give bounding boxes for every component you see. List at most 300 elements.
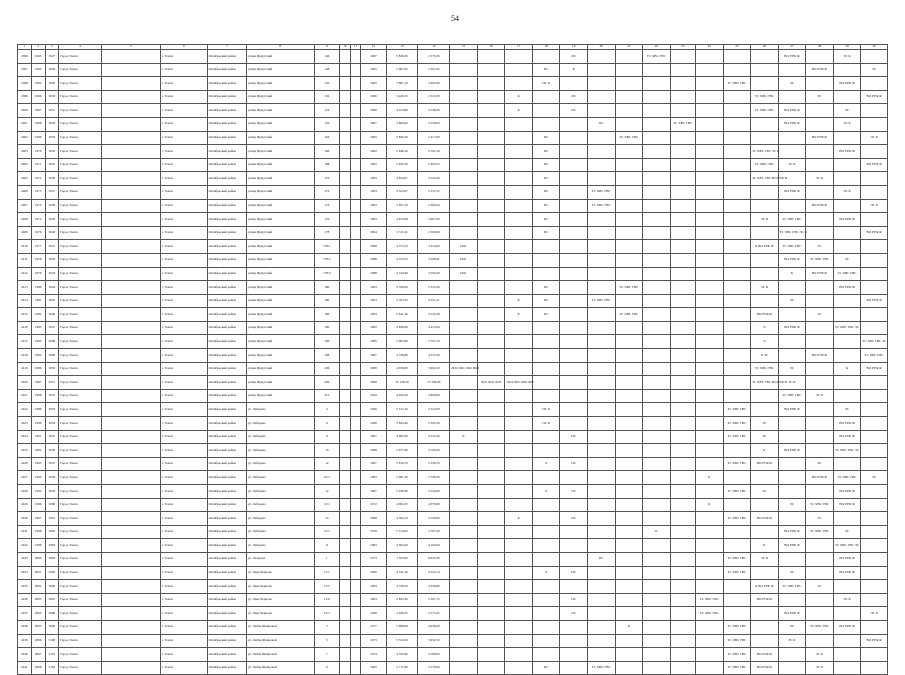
table-cell <box>340 471 351 485</box>
table-cell: 156 <box>314 117 339 131</box>
table-cell <box>450 471 478 485</box>
table-cell <box>751 63 779 77</box>
table-cell <box>806 539 834 553</box>
table-cell <box>806 281 834 295</box>
table-cell <box>751 131 779 145</box>
table-cell <box>861 253 888 267</box>
table-cell <box>350 580 361 594</box>
table-cell: 5067 <box>45 593 59 607</box>
table-cell: 2004 <box>31 607 45 621</box>
table-cell: г. Томск <box>161 199 208 213</box>
table-cell <box>723 50 751 64</box>
table-cell: Город Томск <box>59 267 101 281</box>
table-cell: ТС ХВС ГВС <box>587 294 615 308</box>
table-cell <box>350 403 361 417</box>
table-cell <box>670 430 695 444</box>
table-cell <box>505 335 533 349</box>
table-cell <box>696 403 724 417</box>
table-cell: Л <box>532 566 560 580</box>
table-cell <box>340 512 351 526</box>
table-cell <box>778 485 806 499</box>
table-cell <box>560 335 588 349</box>
table-cell <box>505 525 533 539</box>
table-cell: Октябрьский район <box>207 376 246 390</box>
table-cell <box>615 321 643 335</box>
table-cell <box>101 321 160 335</box>
table-cell: 2432 <box>18 539 32 553</box>
table-cell <box>477 566 505 580</box>
table-cell <box>696 131 724 145</box>
table-cell: ВО РУФ Ф <box>861 158 888 172</box>
table-cell: 2 708,30 <box>418 471 450 485</box>
table-row <box>18 104 888 118</box>
table-cell <box>861 512 888 526</box>
table-cell <box>340 308 351 322</box>
table-cell: 2417 <box>18 335 32 349</box>
table-cell: ПС К <box>532 77 560 91</box>
table-cell: ул. Лебедева <box>246 457 314 471</box>
table-cell <box>340 498 351 512</box>
table-cell: г. Томск <box>161 90 208 104</box>
table-cell <box>670 185 695 199</box>
table-cell <box>587 525 615 539</box>
table-cell <box>806 294 834 308</box>
table-cell <box>340 226 351 240</box>
table-cell: 1999 <box>31 539 45 553</box>
table-cell <box>101 607 160 621</box>
table-cell: 3 509,20 <box>418 267 450 281</box>
table-cell <box>340 634 351 648</box>
table-cell <box>560 362 588 376</box>
table-cell: 1974 <box>361 648 386 662</box>
table-cell: улица Иркутский <box>246 226 314 240</box>
table-cell: К <box>505 512 533 526</box>
table-cell <box>350 90 361 104</box>
table-cell: 1988 <box>361 444 386 458</box>
table-cell <box>696 172 724 186</box>
table-cell: г. Томск <box>161 593 208 607</box>
table-cell: ЭС К <box>861 131 888 145</box>
table-cell <box>723 335 751 349</box>
table-cell: 1983 <box>361 471 386 485</box>
table-cell: ТС ХВС ГВС <box>643 50 671 64</box>
column-header: 3 <box>45 45 59 50</box>
table-cell <box>806 321 834 335</box>
table-cell <box>615 90 643 104</box>
table-cell <box>477 77 505 91</box>
table-cell <box>670 294 695 308</box>
table-cell: 4 339,80 <box>418 580 450 594</box>
table-cell: ЛО1 ПО1 ЛО2 ПО2 <box>450 362 478 376</box>
table-cell: Город Томск <box>59 172 101 186</box>
table-cell: 5056 <box>45 444 59 458</box>
table-cell: г. Томск <box>161 471 208 485</box>
table-cell: ТС ХВС ГВС ЭС <box>833 321 861 335</box>
table-cell <box>350 389 361 403</box>
table-cell <box>450 335 478 349</box>
table-cell <box>861 77 888 91</box>
table-cell <box>806 376 834 390</box>
table-cell <box>696 580 724 594</box>
table-cell: 4 900,30 <box>386 430 418 444</box>
table-cell: 2008 <box>31 661 45 675</box>
table-cell: 5046 <box>45 308 59 322</box>
table-cell: 1990 <box>31 417 45 431</box>
table-cell <box>505 593 533 607</box>
table-cell: Октябрьский район <box>207 661 246 675</box>
table-cell: ТС ХВС ГВС <box>696 607 724 621</box>
table-cell <box>505 199 533 213</box>
table-cell <box>696 430 724 444</box>
table-cell: ПС <box>532 185 560 199</box>
column-header: 25 <box>723 45 751 50</box>
table-cell: ЭС К <box>833 593 861 607</box>
table-cell: Город Томск <box>59 349 101 363</box>
column-header: 15 <box>450 45 478 50</box>
table-cell: 206 <box>314 376 339 390</box>
table-cell <box>532 525 560 539</box>
table-cell <box>615 552 643 566</box>
table-cell <box>696 661 724 675</box>
table-cell: 1963 <box>361 199 386 213</box>
table-cell <box>587 321 615 335</box>
table-cell: 1962 <box>361 145 386 159</box>
table-cell <box>587 471 615 485</box>
table-cell: Октябрьский район <box>207 267 246 281</box>
table-cell <box>560 213 588 227</box>
table-cell <box>670 593 695 607</box>
table-cell: 2434 <box>18 566 32 580</box>
table-cell: г. Томск <box>161 321 208 335</box>
table-cell <box>587 498 615 512</box>
table-cell: 2000 <box>31 552 45 566</box>
table-cell <box>643 498 671 512</box>
table-cell <box>532 349 560 363</box>
table-cell: 1988 <box>361 253 386 267</box>
table-cell: Город Томск <box>59 50 101 64</box>
table-cell <box>861 661 888 675</box>
table-cell: ТС ХВС ГВС <box>696 593 724 607</box>
table-cell <box>101 131 160 145</box>
table-cell <box>340 362 351 376</box>
table-row <box>18 267 888 281</box>
table-cell <box>751 389 779 403</box>
table-cell: 7 <box>314 648 339 662</box>
table-cell <box>532 634 560 648</box>
table-cell: г. Томск <box>161 566 208 580</box>
table-cell: 1988 <box>361 240 386 254</box>
table-cell: 1964 <box>361 226 386 240</box>
table-cell: К <box>833 362 861 376</box>
table-cell: Октябрьский район <box>207 50 246 64</box>
table-cell <box>532 253 560 267</box>
table-cell: 2 965,90 <box>386 335 418 349</box>
table-cell <box>532 321 560 335</box>
table-cell: ВО РУФ Ф <box>778 403 806 417</box>
table-cell: 4 415,00 <box>418 321 450 335</box>
table-cell: 1978 <box>361 525 386 539</box>
table-cell: ЭС <box>861 471 888 485</box>
table-cell <box>587 349 615 363</box>
table-row <box>18 498 888 512</box>
table-cell: 5054 <box>45 417 59 431</box>
table-cell <box>615 498 643 512</box>
table-cell: ТС ХВС ГВС <box>723 77 751 91</box>
table-cell: 1969 <box>31 131 45 145</box>
table-cell: 3 310,60 <box>418 240 450 254</box>
table-cell: 5032 <box>45 117 59 131</box>
table-cell: К <box>505 104 533 118</box>
table-cell <box>778 131 806 145</box>
table-cell <box>615 172 643 186</box>
table-cell: Октябрьский район <box>207 444 246 458</box>
table-cell <box>833 90 861 104</box>
table-cell: ТС ХВС ГВС ЭС <box>833 539 861 553</box>
table-cell: 4 815,08 <box>386 213 418 227</box>
table-cell <box>723 90 751 104</box>
table-cell <box>723 172 751 186</box>
table-cell: ЭС К <box>778 158 806 172</box>
table-cell <box>532 389 560 403</box>
table-cell: К <box>505 90 533 104</box>
table-cell: ПС <box>560 512 588 526</box>
table-cell: г. Томск <box>161 213 208 227</box>
table-cell <box>696 50 724 64</box>
table-cell <box>643 172 671 186</box>
table-cell: 1986 <box>31 362 45 376</box>
table-cell <box>670 607 695 621</box>
table-cell: ул. Лебедева <box>246 525 314 539</box>
table-cell: 5045 <box>45 294 59 308</box>
table-cell: 5 908,08 <box>386 620 418 634</box>
table-cell: 2405 <box>18 172 32 186</box>
table-cell: 5069 <box>45 620 59 634</box>
table-cell <box>350 321 361 335</box>
table-cell: ТС ХВС ГВС <box>723 648 751 662</box>
table-cell <box>696 158 724 172</box>
column-header: 14 <box>418 45 450 50</box>
table-cell: ВО РУФ Ф <box>833 417 861 431</box>
table-cell <box>723 185 751 199</box>
table-cell: 166 <box>314 145 339 159</box>
table-cell <box>806 444 834 458</box>
table-cell: 178 <box>314 226 339 240</box>
table-cell: г. Томск <box>161 281 208 295</box>
table-cell <box>340 104 351 118</box>
table-cell <box>751 77 779 91</box>
table-cell: ПС <box>532 145 560 159</box>
table-cell <box>101 471 160 485</box>
table-cell: Октябрьский район <box>207 593 246 607</box>
table-cell: 2003 <box>31 593 45 607</box>
table-cell: г. Томск <box>161 172 208 186</box>
table-row <box>18 525 888 539</box>
table-cell: ЭС К <box>806 661 834 675</box>
table-cell <box>101 77 160 91</box>
table-cell: 7 867,10 <box>386 77 418 91</box>
table-row <box>18 389 888 403</box>
table-cell: 2 567,15 <box>418 593 450 607</box>
table-cell <box>350 117 361 131</box>
table-cell <box>101 457 160 471</box>
table-cell <box>696 620 724 634</box>
table-cell: ВО РУФ Ф <box>861 90 888 104</box>
table-cell <box>833 63 861 77</box>
table-cell: ТС ХВС ГВС <box>723 620 751 634</box>
table-cell <box>833 131 861 145</box>
table-cell: 4 364,10 <box>386 512 418 526</box>
table-cell: 5102 <box>45 661 59 675</box>
table-cell: 5062 <box>45 525 59 539</box>
table-cell <box>477 185 505 199</box>
table-cell: 1970 <box>31 145 45 159</box>
table-cell: ВО РУФ Ф <box>861 634 888 648</box>
table-cell: 2431 <box>18 525 32 539</box>
table-cell <box>340 90 351 104</box>
table-cell: 5038 <box>45 199 59 213</box>
table-cell <box>587 539 615 553</box>
table-row <box>18 226 888 240</box>
table-cell: Город Томск <box>59 308 101 322</box>
table-cell: улица Иркутский <box>246 158 314 172</box>
table-cell: ВО РУФ Ф <box>778 539 806 553</box>
table-cell <box>723 267 751 281</box>
table-cell <box>532 539 560 553</box>
table-row <box>18 607 888 621</box>
table-cell <box>861 485 888 499</box>
table-cell <box>833 308 861 322</box>
table-cell: 4 656,20 <box>386 389 418 403</box>
table-cell: 2 525,20 <box>418 281 450 295</box>
table-cell: ЭС <box>806 457 834 471</box>
table-cell <box>615 417 643 431</box>
table-cell <box>340 63 351 77</box>
table-cell: 1984 <box>361 580 386 594</box>
table-cell: 11/3 <box>314 580 339 594</box>
table-cell <box>670 620 695 634</box>
table-cell: 2438 <box>18 620 32 634</box>
table-cell <box>101 240 160 254</box>
table-cell <box>861 172 888 186</box>
table-cell <box>833 294 861 308</box>
table-row <box>18 349 888 363</box>
table-cell: 5064 <box>45 552 59 566</box>
table-cell: 4 337,00 <box>418 349 450 363</box>
table-cell: 4 104,00 <box>418 539 450 553</box>
table-cell <box>696 63 724 77</box>
table-cell <box>350 607 361 621</box>
table-cell: К <box>505 308 533 322</box>
table-cell <box>350 63 361 77</box>
table-cell <box>778 308 806 322</box>
table-cell <box>696 281 724 295</box>
table-cell <box>340 131 351 145</box>
table-cell <box>587 430 615 444</box>
table-cell <box>450 131 478 145</box>
table-cell: ВО РУФ Ф <box>806 471 834 485</box>
table-cell: Октябрьский район <box>207 471 246 485</box>
table-cell <box>751 566 779 580</box>
table-cell <box>615 403 643 417</box>
table-cell <box>350 77 361 91</box>
table-cell: 2419 <box>18 362 32 376</box>
table-cell <box>806 634 834 648</box>
table-cell <box>806 430 834 444</box>
table-cell <box>670 580 695 594</box>
table-cell <box>861 321 888 335</box>
table-cell: 1998 <box>31 525 45 539</box>
table-cell: 4 928,45 <box>386 607 418 621</box>
table-cell <box>450 226 478 240</box>
table-cell: 2402 <box>18 131 32 145</box>
table-cell: 2416 <box>18 321 32 335</box>
table-cell: К ЭС <box>751 349 779 363</box>
table-cell <box>615 335 643 349</box>
table-cell <box>615 294 643 308</box>
table-cell: ТС ХВС ГВС ЭС <box>833 444 861 458</box>
table-cell <box>615 566 643 580</box>
table-cell <box>101 362 160 376</box>
table-cell <box>696 512 724 526</box>
table-cell: ВО РУФ Ф <box>751 308 779 322</box>
table-cell: 178/3 <box>314 267 339 281</box>
table-cell <box>532 335 560 349</box>
table-cell <box>615 50 643 64</box>
table-cell <box>833 580 861 594</box>
table-cell: ЭС К <box>751 552 779 566</box>
table-cell <box>450 539 478 553</box>
table-cell <box>101 552 160 566</box>
table-row <box>18 308 888 322</box>
table-cell: Город Томск <box>59 607 101 621</box>
table-cell <box>643 308 671 322</box>
table-cell: 13/1 <box>314 498 339 512</box>
table-cell: 1996 <box>31 498 45 512</box>
table-cell: 1974 <box>31 199 45 213</box>
column-header: 30 <box>861 45 888 50</box>
column-header: 17 <box>505 45 533 50</box>
table-cell: улица Иркутский <box>246 117 314 131</box>
table-cell: Город Томск <box>59 525 101 539</box>
table-cell <box>560 417 588 431</box>
table-cell <box>340 321 351 335</box>
table-cell: ПО1 <box>450 240 478 254</box>
table-cell <box>101 593 160 607</box>
table-cell <box>505 362 533 376</box>
table-cell: Октябрьский район <box>207 417 246 431</box>
table-cell: 1978 <box>31 253 45 267</box>
table-cell: 1988 <box>31 389 45 403</box>
table-cell: 12 <box>314 457 339 471</box>
table-cell: 148 <box>314 63 339 77</box>
table-cell <box>696 335 724 349</box>
table-cell: г. Томск <box>161 444 208 458</box>
table-cell: 1987 <box>361 485 386 499</box>
table-cell <box>723 117 751 131</box>
table-cell: 2 537,52 <box>418 185 450 199</box>
column-header: 29 <box>833 45 861 50</box>
table-cell: 1979 <box>31 267 45 281</box>
table-cell: ПС К <box>532 403 560 417</box>
table-cell: 2 546,90 <box>418 104 450 118</box>
table-cell: 5 426,70 <box>386 90 418 104</box>
table-row <box>18 131 888 145</box>
table-cell <box>670 485 695 499</box>
table-cell: 1997 <box>31 512 45 526</box>
table-cell: 178/2 <box>314 253 339 267</box>
table-cell <box>560 294 588 308</box>
table-cell <box>532 512 560 526</box>
